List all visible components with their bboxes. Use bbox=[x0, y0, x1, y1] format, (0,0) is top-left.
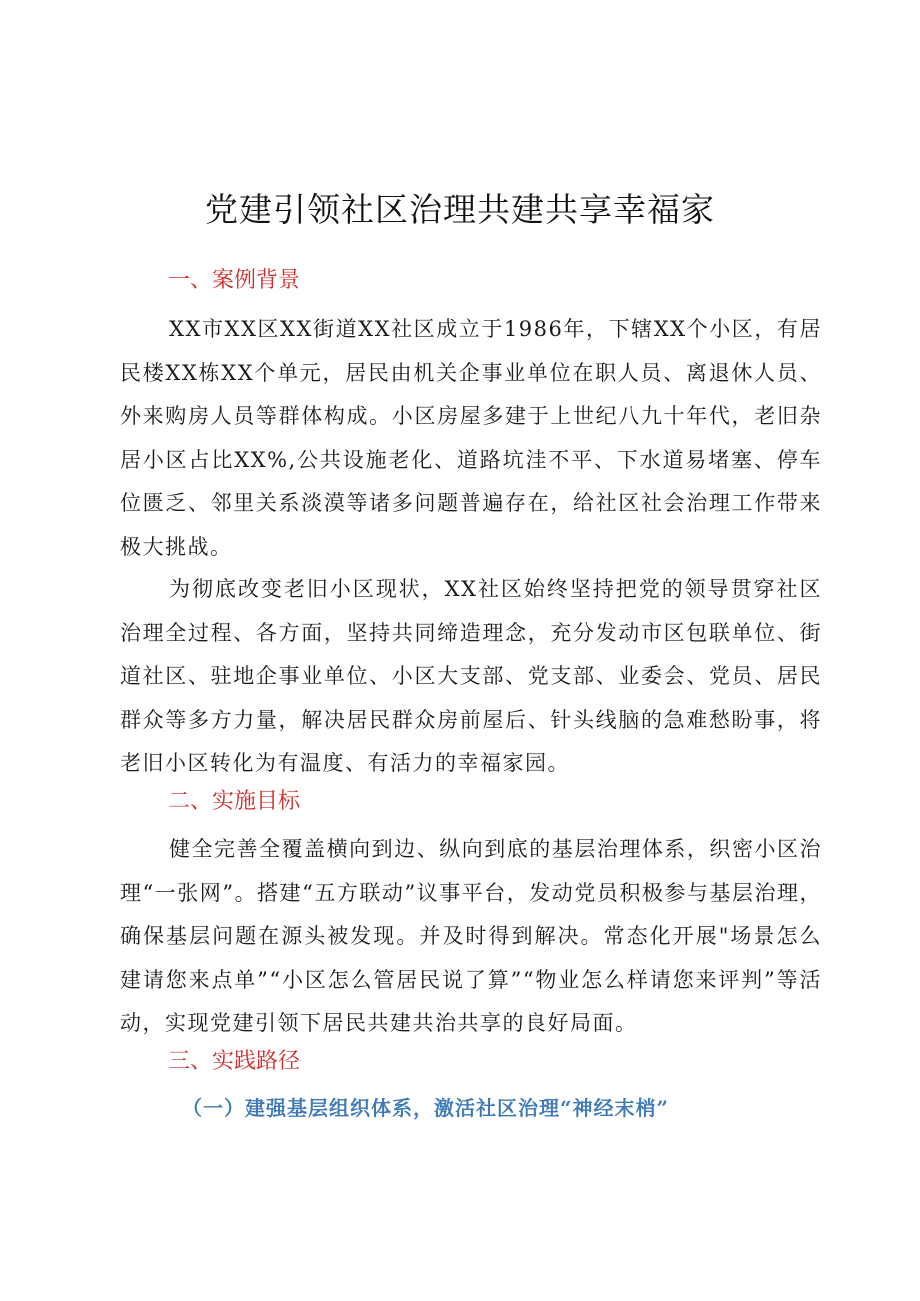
paragraph-background-2: 为彻底改变老旧小区现状，XX社区始终坚持把党的领导贯穿社区治理全过程、各方面，坚持共同缔造理念，充分发动市区包联单位、街道社区、驻地企事业单位、小区大支部、党支部、业委会、党员、居民群众等多方力量，解决居民群众房前屋后、针头线脑的急难愁盼事，将老旧小区转化为有温度、有活力的幸福家园。 bbox=[120, 577, 822, 775]
subsection-heading: （一）建强基层组织体系，激活社区治理“神经末梢” bbox=[182, 1096, 670, 1120]
section-heading-background: 一、案例背景 bbox=[168, 268, 301, 293]
paragraph-goals: 健全完善全覆盖横向到边、纵向到底的基层治理体系，织密小区治理“一张网”。搭建“五方联动”议事平台，发动党员积极参与基层治理，确保基层问题在源头被发现。并及时得到解决。常态化开展"场景怎么建请您来点单”“小区怎么管居民说了算”“物业怎么样请您来评判”等活动，实现党建引领下居民共建共治共享的良好局面。 bbox=[120, 837, 822, 1035]
document-title: 党建引领社区治理共建共享幸福家 bbox=[205, 190, 715, 229]
paragraph-background-1: XX市XX区XX街道XX社区成立于1986年，下辖XX个小区，有居民楼XX栋XX个单元，居民由机关企事业单位在职人员、离退休人员、外来购房人员等群体构成。小区房屋多建于上世纪八九十年代，老旧杂居小区占比XX%,公共设施老化、道路坑洼不平、下水道易堵塞、停车位匮乏、邻里关系淡漠等诸多问题普遍存在，给社区社会治理工作带来极大挑战。 bbox=[120, 317, 822, 559]
section-heading-goals: 二、实施目标 bbox=[168, 789, 301, 814]
section-heading-practice: 三、实践路径 bbox=[168, 1049, 301, 1074]
